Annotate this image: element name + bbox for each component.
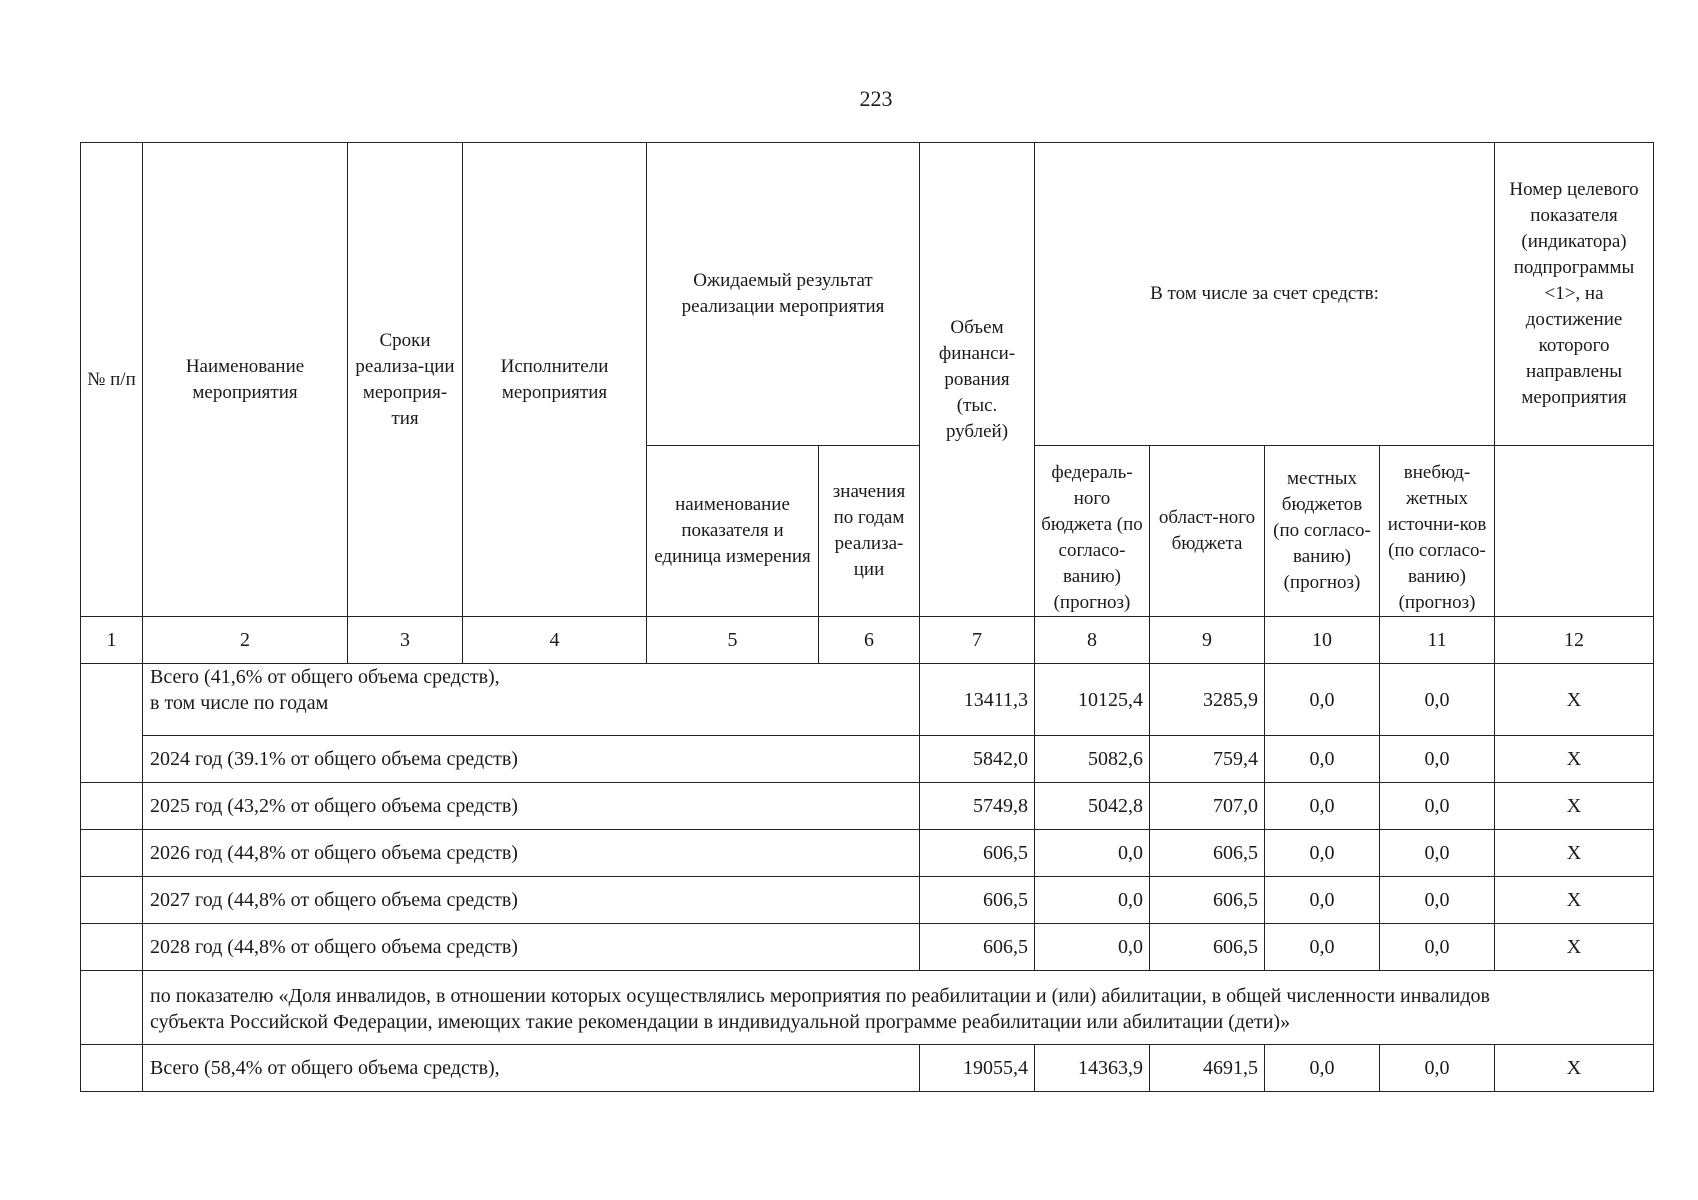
row-local: 0,0	[1265, 736, 1380, 783]
column-number: 12	[1495, 617, 1654, 664]
row-volume: 606,5	[920, 830, 1035, 877]
row-local: 0,0	[1265, 1045, 1380, 1092]
table-row	[81, 736, 1654, 783]
row-target: X	[1495, 924, 1654, 971]
funding-table	[80, 142, 1654, 1092]
column-number: 4	[463, 617, 647, 664]
row-no-cell	[81, 783, 143, 830]
row-label: 2024 год (39.1% от общего объема средств)	[143, 736, 920, 783]
row-volume: 13411,3	[920, 664, 1035, 736]
row-local: 0,0	[1265, 830, 1380, 877]
row-regional: 707,0	[1150, 783, 1265, 830]
row-target: X	[1495, 736, 1654, 783]
table-row	[81, 877, 1654, 924]
row-label: 2025 год (43,2% от общего объема средств)	[143, 783, 920, 830]
row-volume: 5842,0	[920, 736, 1035, 783]
column-number: 2	[143, 617, 348, 664]
row-local: 0,0	[1265, 877, 1380, 924]
row-offbudget: 0,0	[1380, 924, 1495, 971]
column-number: 9	[1150, 617, 1265, 664]
header-volume: Объем финанси-рования (тыс. рублей)	[920, 143, 1035, 617]
row-offbudget: 0,0	[1380, 877, 1495, 924]
row-regional: 3285,9	[1150, 664, 1265, 736]
row-offbudget: 0,0	[1380, 783, 1495, 830]
row-local: 0,0	[1265, 664, 1380, 736]
header-indicator-name: наименование показателя и единица измерения	[647, 446, 819, 617]
row-regional: 606,5	[1150, 830, 1265, 877]
header-regional: област-ного бюджета	[1150, 446, 1265, 617]
row-target: X	[1495, 1045, 1654, 1092]
row-no-cell	[81, 830, 143, 877]
table-row	[81, 1045, 1654, 1092]
column-number: 8	[1035, 617, 1150, 664]
row-label: 2028 год (44,8% от общего объема средств)	[143, 924, 920, 971]
page-number: 223	[859, 86, 893, 111]
header-federal: федераль-ного бюджета (по согласо-ванию) (прогноз)	[1035, 446, 1150, 617]
row-federal: 0,0	[1035, 924, 1150, 971]
header-target: Номер целевого показателя (индикатора) подпрограммы <1>, на достижение которого направлены мероприятия	[1495, 143, 1654, 446]
row-federal: 10125,4	[1035, 664, 1150, 736]
row-volume: 606,5	[920, 924, 1035, 971]
table-row	[81, 924, 1654, 971]
row-local: 0,0	[1265, 924, 1380, 971]
row-regional: 759,4	[1150, 736, 1265, 783]
row-target: X	[1495, 830, 1654, 877]
header-including: В том числе за счет средств:	[1035, 143, 1495, 446]
row-target: X	[1495, 664, 1654, 736]
table-row	[81, 664, 1654, 736]
column-number: 3	[348, 617, 463, 664]
column-number: 10	[1265, 617, 1380, 664]
indicator-note: по показателю «Доля инвалидов, в отношении которых осуществлялись мероприятия по реабилитации и (или) абилитации, в общей численности инвалидов субъекта Российской Федерации, имеющих такие рекомендации в индивидуальной программе реабилитации или абилитации (дети)»	[143, 971, 1654, 1045]
row-federal: 0,0	[1035, 877, 1150, 924]
row-local: 0,0	[1265, 783, 1380, 830]
row-federal: 5042,8	[1035, 783, 1150, 830]
column-numbers-row	[81, 617, 1654, 664]
table-row	[81, 783, 1654, 830]
header-indicator-values: значения по годам реализа-ции	[819, 446, 920, 617]
row-regional: 4691,5	[1150, 1045, 1265, 1092]
header-local: местных бюджетов (по согласо-ванию) (прогноз)	[1265, 446, 1380, 617]
header-target-blank	[1495, 446, 1654, 617]
header-no: № п/п	[81, 143, 143, 617]
column-number: 7	[920, 617, 1035, 664]
row-no-cell	[81, 1045, 143, 1092]
header-terms: Сроки реализа-ции мероприя-тия	[348, 143, 463, 617]
row-volume: 606,5	[920, 877, 1035, 924]
table-row	[81, 830, 1654, 877]
row-offbudget: 0,0	[1380, 830, 1495, 877]
row-federal: 5082,6	[1035, 736, 1150, 783]
row-volume: 5749,8	[920, 783, 1035, 830]
column-number: 5	[647, 617, 819, 664]
column-number: 6	[819, 617, 920, 664]
column-number: 1	[81, 617, 143, 664]
row-offbudget: 0,0	[1380, 1045, 1495, 1092]
row-no-cell	[81, 664, 143, 783]
row-regional: 606,5	[1150, 924, 1265, 971]
row-target: X	[1495, 877, 1654, 924]
row-federal: 0,0	[1035, 830, 1150, 877]
row-volume: 19055,4	[920, 1045, 1035, 1092]
row-no-cell	[81, 877, 143, 924]
row-target: X	[1495, 783, 1654, 830]
row-label: 2026 год (44,8% от общего объема средств)	[143, 830, 920, 877]
column-number: 11	[1380, 617, 1495, 664]
header-name: Наименование мероприятия	[143, 143, 348, 617]
row-regional: 606,5	[1150, 877, 1265, 924]
row-label: 2027 год (44,8% от общего объема средств)	[143, 877, 920, 924]
row-federal: 14363,9	[1035, 1045, 1150, 1092]
row-offbudget: 0,0	[1380, 736, 1495, 783]
row-no-cell	[81, 971, 143, 1045]
header-expected-result: Ожидаемый результат реализации мероприятия	[647, 143, 920, 446]
indicator-note-row	[81, 971, 1654, 1045]
row-label: Всего (41,6% от общего объема средств), в том числе по годам	[143, 664, 920, 736]
header-offbudget: внебюд-жетных источни-ков (по согласо-ванию) (прогноз)	[1380, 446, 1495, 617]
row-no-cell	[81, 924, 143, 971]
row-offbudget: 0,0	[1380, 664, 1495, 736]
header-executors: Исполнители мероприятия	[463, 143, 647, 617]
row-label: Всего (58,4% от общего объема средств),	[143, 1045, 920, 1092]
